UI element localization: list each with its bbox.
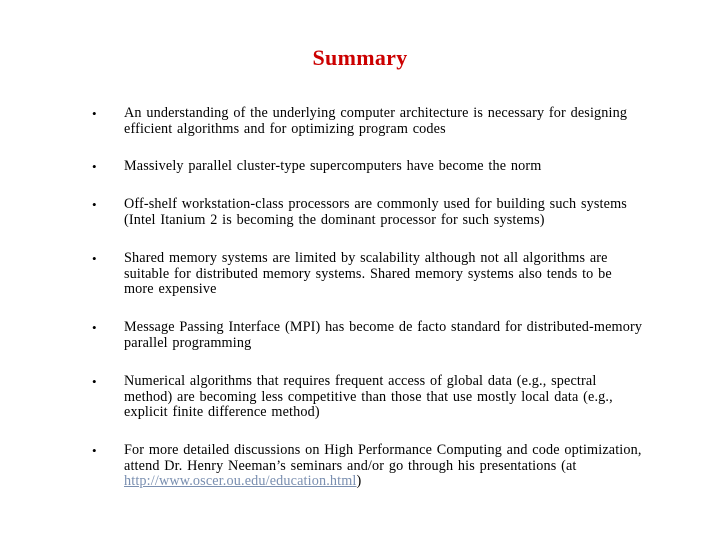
bullet-dot-icon: • bbox=[92, 197, 97, 212]
bullet-text: An understanding of the underlying computer architecture is necessary for designing efficient algorithms and for optimizing program codes bbox=[124, 105, 628, 137]
bullet-text: Message Passing Interface (MPI) has become de facto standard for distributed-memory parallel programming bbox=[124, 319, 643, 351]
bullet-text: Massively parallel cluster-type supercomputers have become the norm bbox=[124, 158, 542, 174]
bullet-dot-icon: • bbox=[92, 159, 97, 174]
bullet-text bbox=[124, 443, 644, 490]
bullet-text: Off-shelf workstation-class processors are commonly used for building such systems (Intel Itanium 2 is becoming the dominant processor for such systems) bbox=[124, 196, 627, 228]
bullet-dot-icon: • bbox=[92, 106, 97, 121]
bullet-dot-icon: • bbox=[92, 443, 97, 458]
bullet-dot-icon: • bbox=[92, 251, 97, 266]
bullet-text: Numerical algorithms that requires frequent access of global data (e.g., spectral method) are becoming less competitive than those that use mostly local data (e.g., explicit finite difference method) bbox=[124, 373, 613, 420]
slide-title: Summary bbox=[312, 45, 408, 70]
oscer-education-link[interactable]: http://www.oscer.ou.edu/education.html bbox=[124, 473, 357, 489]
bullet-text: Shared memory systems are limited by scalability although not all algorithms are suitable for distributed memory systems. Shared memory systems also tends to be more expensive bbox=[124, 250, 612, 297]
bullet-text-after-link: ) bbox=[356, 473, 362, 489]
bullet-text-before-link: For more detailed discussions on High Performance Computing and code optimization, attend Dr. Henry Neeman’s seminars and/or go through his presentations (at bbox=[124, 442, 642, 474]
bullet-dot-icon: • bbox=[92, 374, 97, 389]
bullet-dot-icon: • bbox=[92, 320, 97, 335]
